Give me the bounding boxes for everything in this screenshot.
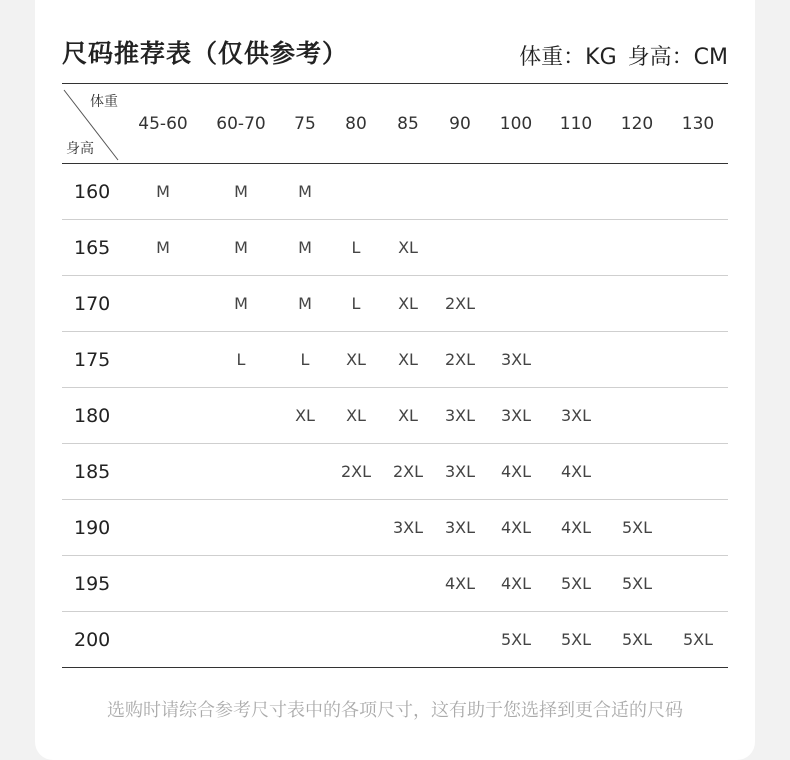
weight-unit-label: 体重：KG bbox=[519, 45, 617, 70]
size-cell: 5XL bbox=[621, 630, 653, 649]
table-body bbox=[62, 164, 728, 668]
size-cell bbox=[330, 612, 382, 668]
size-cell bbox=[382, 556, 434, 612]
size-cell bbox=[124, 500, 202, 556]
size-cell bbox=[668, 164, 728, 220]
height-cell: 185 bbox=[74, 460, 111, 483]
size-cell bbox=[124, 332, 202, 388]
size-cell bbox=[434, 220, 486, 276]
corner-cell bbox=[62, 84, 124, 164]
size-cell: XL bbox=[398, 238, 418, 257]
size-cell: M bbox=[234, 238, 248, 257]
size-cell bbox=[486, 276, 546, 332]
size-cell: 4XL bbox=[500, 518, 532, 537]
corner-weight-label: 体重 bbox=[90, 94, 118, 110]
weight-header: 90 bbox=[449, 113, 471, 134]
size-cell bbox=[330, 556, 382, 612]
size-cell bbox=[124, 276, 202, 332]
size-cell bbox=[202, 444, 280, 500]
size-cell: L bbox=[300, 350, 310, 369]
size-cell: XL bbox=[398, 406, 418, 425]
size-cell bbox=[124, 444, 202, 500]
size-cell: 4XL bbox=[500, 462, 532, 481]
size-cell: 3XL bbox=[392, 518, 424, 537]
weight-header: 120 bbox=[620, 113, 654, 134]
size-cell bbox=[202, 556, 280, 612]
height-cell: 195 bbox=[74, 572, 111, 595]
size-cell: 3XL bbox=[444, 406, 476, 425]
size-cell bbox=[202, 388, 280, 444]
size-cell: 5XL bbox=[560, 574, 592, 593]
size-cell bbox=[668, 220, 728, 276]
size-cell: 5XL bbox=[560, 630, 592, 649]
units-legend bbox=[515, 40, 728, 71]
size-cell: M bbox=[298, 182, 312, 201]
size-cell: M bbox=[234, 182, 248, 201]
size-cell: 3XL bbox=[500, 350, 532, 369]
size-cell bbox=[668, 276, 728, 332]
header-row bbox=[62, 84, 728, 164]
size-cell bbox=[606, 220, 668, 276]
weight-header: 100 bbox=[499, 113, 533, 134]
table-row bbox=[62, 500, 728, 556]
size-cell bbox=[382, 164, 434, 220]
table-row bbox=[62, 612, 728, 668]
height-cell: 175 bbox=[74, 348, 111, 371]
size-cell: 4XL bbox=[560, 518, 592, 537]
size-cell bbox=[124, 612, 202, 668]
height-cell: 200 bbox=[74, 628, 111, 651]
size-cell bbox=[280, 444, 330, 500]
corner-height-label: 身高 bbox=[66, 141, 94, 157]
size-cell bbox=[202, 500, 280, 556]
size-cell: M bbox=[156, 238, 170, 257]
table-row bbox=[62, 332, 728, 388]
table-row bbox=[62, 220, 728, 276]
size-cell bbox=[606, 444, 668, 500]
size-cell bbox=[668, 444, 728, 500]
size-cell bbox=[546, 332, 606, 388]
size-cell bbox=[606, 332, 668, 388]
size-cell bbox=[280, 556, 330, 612]
weight-header: 110 bbox=[559, 113, 593, 134]
size-cell: 5XL bbox=[500, 630, 532, 649]
size-cell bbox=[280, 500, 330, 556]
size-cell bbox=[668, 388, 728, 444]
size-cell bbox=[486, 220, 546, 276]
table-header bbox=[62, 84, 728, 164]
height-cell: 190 bbox=[74, 516, 111, 539]
size-cell: 3XL bbox=[444, 518, 476, 537]
size-cell bbox=[546, 276, 606, 332]
weight-header: 130 bbox=[681, 113, 715, 134]
height-cell: 165 bbox=[74, 236, 111, 259]
size-cell: XL bbox=[346, 406, 366, 425]
table-row bbox=[62, 276, 728, 332]
size-cell bbox=[382, 612, 434, 668]
size-cell bbox=[606, 276, 668, 332]
footnote: 选购时请综合参考尺寸表中的各项尺寸，这有助于您选择到更合适的尺码 bbox=[107, 700, 683, 721]
size-cell bbox=[546, 164, 606, 220]
size-cell: 3XL bbox=[444, 462, 476, 481]
size-cell bbox=[124, 556, 202, 612]
size-table-wrap bbox=[62, 83, 728, 668]
size-cell: 4XL bbox=[500, 574, 532, 593]
page-title: 尺码推荐表（仅供参考） bbox=[62, 39, 349, 68]
size-table bbox=[62, 83, 728, 668]
size-cell: 4XL bbox=[444, 574, 476, 593]
table-row bbox=[62, 444, 728, 500]
size-cell: M bbox=[298, 238, 312, 257]
size-cell: L bbox=[351, 238, 361, 257]
size-cell bbox=[124, 388, 202, 444]
weight-header: 45-60 bbox=[138, 113, 188, 134]
size-cell: 4XL bbox=[560, 462, 592, 481]
weight-header: 60-70 bbox=[216, 113, 266, 134]
size-cell bbox=[606, 388, 668, 444]
weight-header: 85 bbox=[397, 113, 419, 134]
size-cell: L bbox=[351, 294, 361, 313]
size-cell: M bbox=[156, 182, 170, 201]
size-cell bbox=[546, 220, 606, 276]
height-cell: 170 bbox=[74, 292, 111, 315]
size-cell: XL bbox=[398, 350, 418, 369]
size-cell bbox=[668, 332, 728, 388]
size-cell: 2XL bbox=[444, 350, 476, 369]
size-cell: XL bbox=[295, 406, 315, 425]
size-cell bbox=[434, 612, 486, 668]
size-cell: 2XL bbox=[444, 294, 476, 313]
size-cell bbox=[202, 612, 280, 668]
table-row bbox=[62, 388, 728, 444]
weight-header: 75 bbox=[294, 113, 316, 134]
size-cell bbox=[280, 612, 330, 668]
size-cell: 5XL bbox=[621, 574, 653, 593]
size-cell bbox=[486, 164, 546, 220]
size-cell: 2XL bbox=[340, 462, 372, 481]
size-cell bbox=[606, 164, 668, 220]
table-row bbox=[62, 164, 728, 220]
size-cell: XL bbox=[346, 350, 366, 369]
size-cell: 2XL bbox=[392, 462, 424, 481]
size-cell: M bbox=[234, 294, 248, 313]
height-cell: 160 bbox=[74, 180, 111, 203]
size-cell bbox=[434, 164, 486, 220]
size-cell bbox=[668, 500, 728, 556]
size-cell: M bbox=[298, 294, 312, 313]
size-cell: 3XL bbox=[560, 406, 592, 425]
table-row bbox=[62, 556, 728, 612]
size-cell: 5XL bbox=[682, 630, 714, 649]
size-cell bbox=[330, 164, 382, 220]
size-cell bbox=[330, 500, 382, 556]
size-cell: 3XL bbox=[500, 406, 532, 425]
size-cell: L bbox=[236, 350, 246, 369]
size-cell: 5XL bbox=[621, 518, 653, 537]
height-cell: 180 bbox=[74, 404, 111, 427]
weight-header: 80 bbox=[345, 113, 367, 134]
size-cell: XL bbox=[398, 294, 418, 313]
height-unit-label: 身高：CM bbox=[627, 45, 728, 70]
size-cell bbox=[668, 556, 728, 612]
